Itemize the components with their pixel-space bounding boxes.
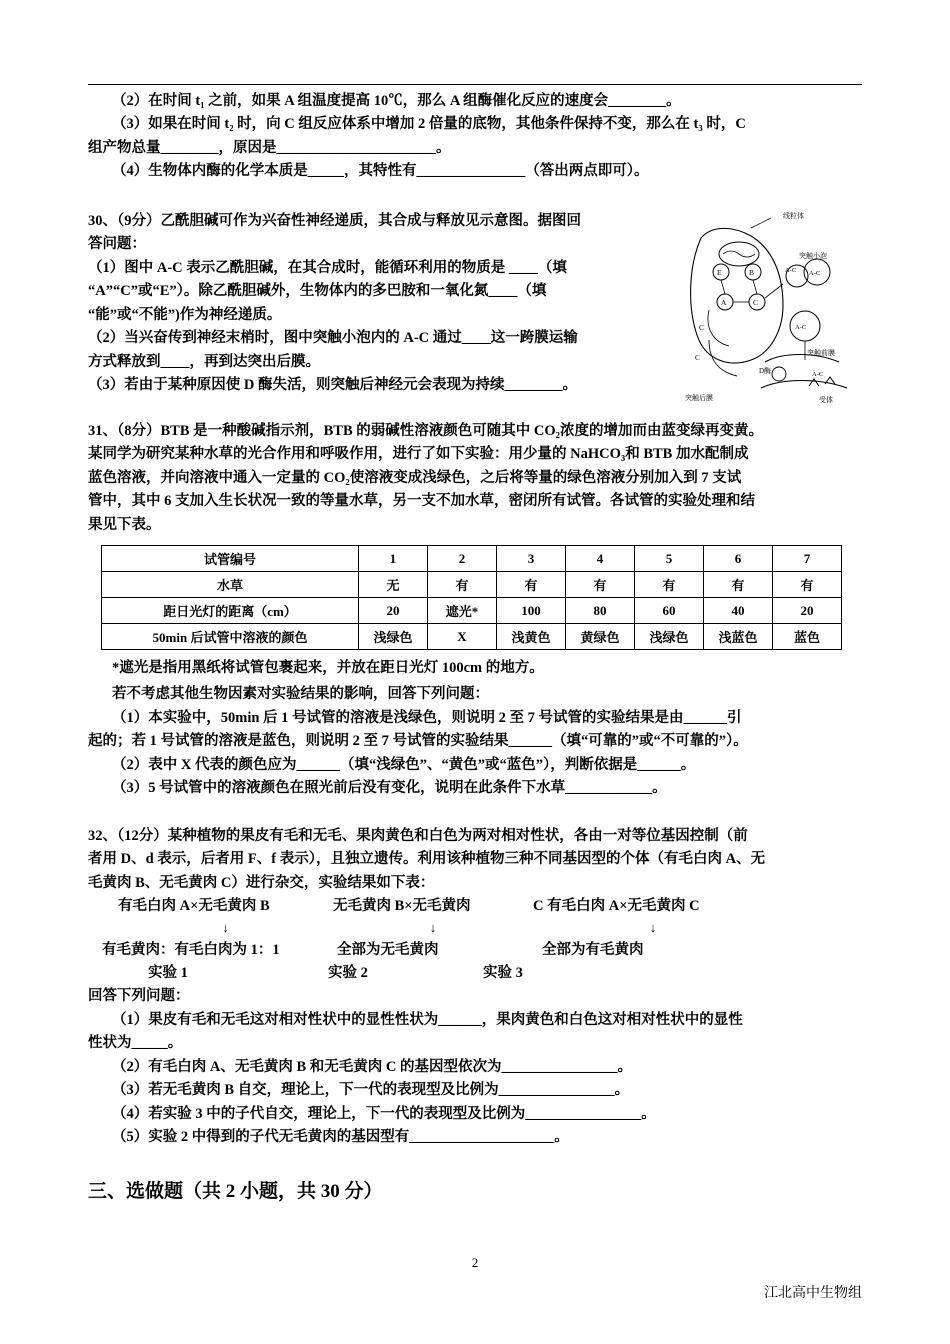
- q30-text: [88, 210, 678, 398]
- cell: 浅绿色: [635, 624, 704, 650]
- cell: 2: [428, 546, 497, 572]
- cross-1: 有毛白肉 A×无毛黄肉 B: [118, 898, 270, 915]
- question-32: [88, 825, 864, 1150]
- experiment-table: [101, 545, 842, 650]
- synapse-diagram-svg: [679, 210, 864, 415]
- table-row: [102, 624, 842, 650]
- q31-q1b: 起的；若 1 号试管的溶液是蓝色，则说明 2 至 7 号试管的实验结果______（填“可靠的”或“不可靠的”）。: [88, 733, 748, 750]
- cross-2: 无毛黄肉 B×无毛黄肉: [333, 898, 471, 915]
- cell: 4: [566, 546, 635, 572]
- cell: 有: [566, 572, 635, 598]
- cell: 20: [359, 598, 428, 624]
- q29-line3: （3）如果在时间 t₂ 时，向 C 组反应体系中增加 2 倍量的底物，其他条件保持不变，那么在 t₃ 时，C: [112, 116, 746, 133]
- table-row: [102, 598, 842, 624]
- q31-p3: 蓝色溶液，并向溶液中通入一定量的 CO₂使溶液变成浅绿色，之后将等量的绿色溶液分别加入到 7 支试: [88, 469, 742, 486]
- cross-row-parents: [88, 895, 864, 918]
- q30-l4: （2）当兴奋传到神经末梢时，图中突触小泡内的 A-C 通过____这一跨膜运输: [88, 330, 578, 347]
- q31-note: *遮光是指用黑纸将试管包裹起来，并放在距日光灯 100cm 的地方。: [112, 660, 544, 677]
- q31-intro: 若不考虑其他生物因素对实验结果的影响，回答下列问题：: [112, 686, 489, 703]
- cell: 无: [359, 572, 428, 598]
- result-1: 有毛黄肉：有毛白肉为 1：1: [102, 942, 280, 959]
- exp-label-2: 实验 2: [328, 965, 368, 982]
- cell: 蓝色: [773, 624, 842, 650]
- cell: 有: [635, 572, 704, 598]
- arrow-3: ↓: [649, 920, 657, 936]
- svg-text:受体: 受体: [819, 395, 833, 404]
- page-content: [88, 90, 864, 1203]
- q32-p1: 32、（12分）某种植物的果皮有毛和无毛、果肉黄色和白色为两对相对性状，各由一对等位基因控制（前: [88, 827, 748, 844]
- cell: 100: [497, 598, 566, 624]
- q32-q1a: （1）果皮有毛和无毛这对相对性状中的显性性状为______，果肉黄色和白色这对相对性状中的显性: [112, 1011, 743, 1028]
- q30-l5: 方式释放到____，再到达突出后膜。: [88, 353, 320, 370]
- q30-l1: （1）图中 A-C 表示乙酰胆碱，在其合成时，能循环利用的物质是 ____（填: [88, 259, 567, 276]
- header-rule: [88, 84, 862, 85]
- cell: 有: [773, 572, 842, 598]
- cell: 有: [497, 572, 566, 598]
- q29-line3b: 组产物总量________，原因是______________________。: [88, 139, 451, 156]
- cell: 7: [773, 546, 842, 572]
- arrow-1: ↓: [222, 920, 229, 936]
- exp-label-1: 实验 1: [148, 965, 188, 982]
- question-30: [88, 210, 864, 404]
- result-3: 全部为有毛黄肉: [542, 942, 644, 959]
- svg-text:突触小泡: 突触小泡: [799, 251, 827, 260]
- cell: 3: [497, 546, 566, 572]
- q31-p1: 31、（8分）BTB 是一种酸碱指示剂，BTB 的弱碱性溶液颜色可随其中 CO₂浓度的增加而由蓝变绿再变黄。: [88, 422, 763, 439]
- svg-text:A-C: A-C: [795, 323, 807, 331]
- cell: 浅黄色: [497, 624, 566, 650]
- q32-q4: （4）若实验 3 中的子代自交，理论上，下一代的表现型及比例为________________。: [112, 1105, 656, 1122]
- q31-q3: （3）5 号试管中的溶液颜色在照光前后没有变化，说明在此条件下水草____________。: [112, 780, 667, 797]
- svg-text:C: C: [699, 322, 705, 332]
- cell: X: [428, 624, 497, 650]
- cell: 遮光*: [428, 598, 497, 624]
- cell: 20: [773, 598, 842, 624]
- cell: 有: [428, 572, 497, 598]
- svg-text:突触前膜: 突触前膜: [807, 348, 835, 357]
- q30-head2: 答问题：: [88, 236, 146, 253]
- q30-l6: （3）若由于某种原因使 D 酶失活，则突触后神经元会表现为持续________。: [88, 377, 577, 394]
- q30-head: 30、（9分）乙酰胆碱可作为兴奋性神经递质，其合成与释放见示意图。据图回: [88, 212, 581, 229]
- synapse-diagram: [679, 210, 864, 415]
- svg-text:C: C: [753, 297, 759, 307]
- q32-p2: 者用 D、d 表示，后者用 F、f 表示），且独立遗传。利用该种植物三种不同基因型的个体（有毛白肉 A、无: [88, 851, 766, 868]
- svg-text:A: A: [721, 297, 727, 307]
- cross-row-labels: [88, 962, 864, 985]
- section-3-title: 三、选做题（共 2 小题，共 30 分）: [88, 1180, 383, 1202]
- exp-label-3: 实验 3: [483, 965, 523, 982]
- svg-text:D酶: D酶: [759, 366, 772, 375]
- svg-text:A-C: A-C: [809, 269, 821, 277]
- q32-p3: 毛黄肉 B、无毛黄肉 C）进行杂交，实验结果如下表：: [88, 874, 435, 891]
- cross-row-results: [88, 939, 864, 962]
- row-label: 试管编号: [102, 546, 359, 572]
- q31-p5: 果见下表。: [88, 516, 161, 533]
- row-label: 距日光灯的距离（cm）: [102, 598, 359, 624]
- svg-text:A-C: A-C: [785, 266, 797, 274]
- svg-text:C: C: [695, 352, 701, 362]
- q31-q1a: （1）本实验中，50min 后 1 号试管的溶液是浅绿色，则说明 2 至 7 号试管的实验结果是由______引: [112, 709, 742, 726]
- question-31: [88, 420, 864, 801]
- q30-l3: “能”或“不能”)作为神经递质。: [88, 306, 282, 323]
- q29-line2: （2）在时间 t₁ 之前，如果 A 组温度提高 10℃，那么 A 组酶催化反应的速度会________。: [112, 93, 681, 109]
- q31-p2: 某同学为研究某种水草的光合作用和呼吸作用，进行了如下实验：用少量的 NaHCO₃和 BTB 加水配制成: [88, 446, 749, 463]
- q29-line4: （4）生物体内酶的化学本质是_____，其特性有_______________（答出两点即可）。: [112, 163, 649, 180]
- cell: 1: [359, 546, 428, 572]
- cross-3: C 有毛白肉 A×无毛黄肉 C: [533, 898, 700, 915]
- q32-ask: 回答下列问题：: [88, 988, 190, 1005]
- svg-text:B: B: [749, 267, 755, 277]
- cell: 6: [704, 546, 773, 572]
- q29-tail-block: [88, 90, 864, 184]
- q31-p4: 管中，其中 6 支加入生长状况一致的等量水草，另一支不加水草，密闭所有试管。各试管的实验处理和结: [88, 493, 755, 510]
- cell: 40: [704, 598, 773, 624]
- q32-q3: （3）若无毛黄肉 B 自交，理论上，下一代的表现型及比例为________________。: [112, 1082, 630, 1099]
- cell: 浅绿色: [359, 624, 428, 650]
- q30-l2: “A”“C”或“E”）。除乙酰胆碱外，生物体内的多巴胺和一氧化氮____（填: [88, 283, 547, 300]
- cross-row-arrows: [88, 918, 864, 939]
- svg-text:A-C: A-C: [812, 370, 824, 378]
- row-label: 水草: [102, 572, 359, 598]
- cell: 60: [635, 598, 704, 624]
- table-row: [102, 546, 842, 572]
- cell: 有: [704, 572, 773, 598]
- q32-q2: （2）有毛白肉 A、无毛黄肉 B 和无毛黄肉 C 的基因型依次为________________。: [112, 1058, 632, 1075]
- cell: 5: [635, 546, 704, 572]
- svg-text:线粒体: 线粒体: [783, 211, 804, 220]
- cell: 浅蓝色: [704, 624, 773, 650]
- row-label: 50min 后试管中溶液的颜色: [102, 624, 359, 650]
- svg-text:突触后膜: 突触后膜: [685, 393, 713, 402]
- cell: 黄绿色: [566, 624, 635, 650]
- footer-signature: 江北高中生物组: [764, 1286, 862, 1301]
- svg-text:E: E: [717, 267, 722, 277]
- q31-q2: （2）表中 X 代表的颜色应为______（填“浅绿色”、“黄色”或“蓝色”），判断依据是______。: [112, 756, 696, 773]
- q32-q5: （5）实验 2 中得到的子代无毛黄肉的基因型有____________________。: [112, 1129, 569, 1146]
- result-2: 全部为无毛黄肉: [337, 942, 439, 959]
- arrow-2: ↓: [429, 920, 437, 936]
- cross-table: [88, 895, 864, 985]
- page-number: 2: [471, 1255, 479, 1270]
- table-row: [102, 572, 842, 598]
- cell: 80: [566, 598, 635, 624]
- q32-q1b: 性状为_____。: [88, 1035, 183, 1052]
